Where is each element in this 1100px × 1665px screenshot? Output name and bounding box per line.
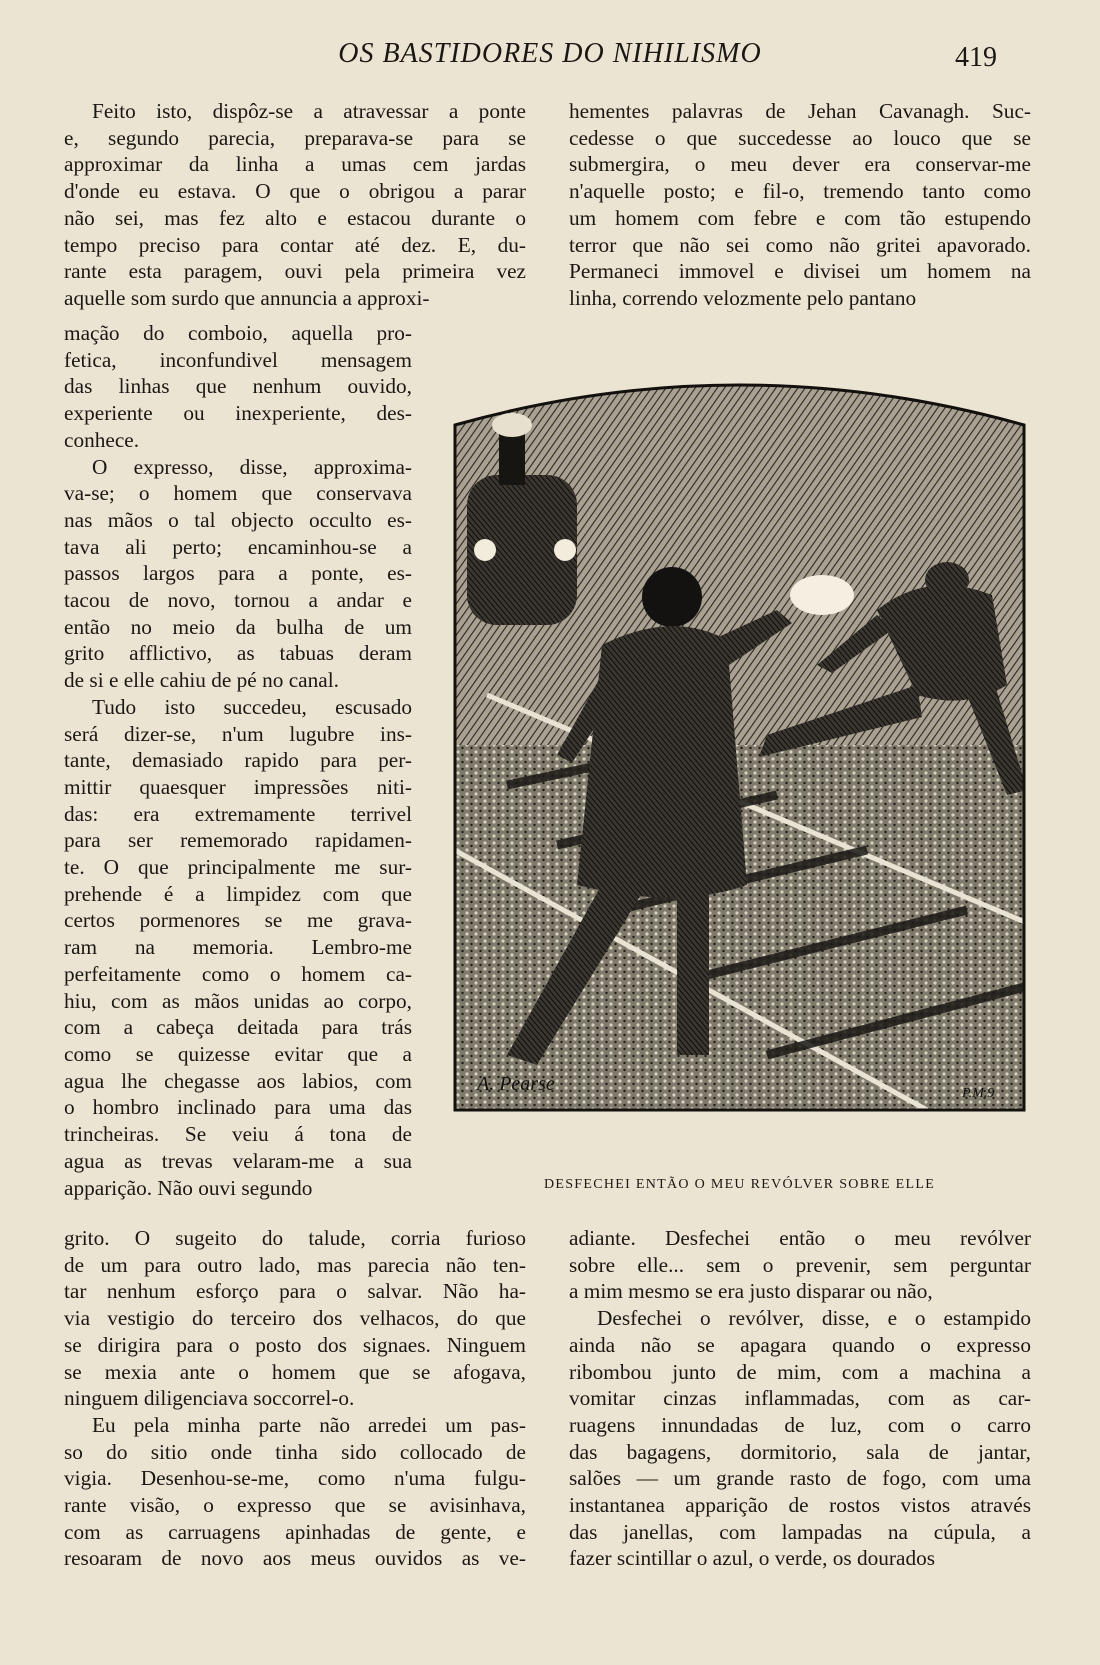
text-line: ram na memoria. Lembro-me [64, 935, 412, 960]
left-column-top [64, 98, 526, 312]
text-line: a mim mesmo se era justo disparar ou não, [569, 1279, 933, 1304]
left-column-narrow [64, 320, 412, 1201]
left-column-bottom [64, 1225, 526, 1572]
illustrator-signature: A. Pearse [477, 1073, 555, 1095]
text-line: das janellas, com lampadas na cúpula, a [569, 1519, 1031, 1544]
text-line: salões — um grande rasto de fogo, com uma [569, 1466, 1031, 1491]
text-line: Permaneci immovel e divisei um homem na [569, 259, 1031, 284]
text-line: então no meio da bulha de um [64, 614, 412, 639]
text-line: tempo preciso para contar até dez. E, du- [64, 232, 526, 257]
text-line: te. O que principalmente me sur- [64, 855, 412, 880]
text-line: apparição. Não ouvi segundo [64, 1175, 313, 1200]
text-line: via vestigio do terceiro dos velhacos, do que [64, 1306, 526, 1331]
text-line: hementes palavras de Jehan Cavanagh. Suc- [569, 99, 1031, 123]
text-line: de um para outro lado, mas parecia não ten- [64, 1252, 526, 1277]
text-line: tar nenhum esforço para o salvar. Não ha- [64, 1279, 526, 1304]
text-line: tacou de novo, tornou a andar e [64, 588, 412, 613]
text-line: o hombro inclinado para uma das [64, 1095, 412, 1120]
text-line: grito. O sugeito do talude, corria furioso [64, 1226, 526, 1250]
text-line: fetica, inconfundivel mensagem [64, 347, 412, 372]
text-line: não sei, mas fez alto e estacou durante o [64, 205, 526, 230]
text-line: experiente ou inexperiente, des- [64, 401, 412, 426]
text-line: agua as trevas velaram-me a sua [64, 1148, 412, 1173]
text-line: instantanea apparição de rostos vistos através [569, 1493, 1031, 1518]
text-line: mittir quaesquer impressões niti- [64, 774, 412, 799]
text-line: Tudo isto succedeu, escusado [92, 694, 412, 719]
page-number: 419 [955, 42, 997, 73]
text-line: nas mãos o tal objecto occulto es- [64, 507, 412, 532]
text-line: fazer scintillar o azul, o verde, os dourados [569, 1546, 936, 1571]
illustration-caption: DESFECHEI ENTÃO O MEU REVÓLVER SOBRE ELLE [543, 1177, 936, 1192]
text-line: submergira, o meu dever era conservar-me [569, 152, 1031, 177]
text-line: linha, correndo velozmente pelo pantano [569, 285, 917, 310]
text-line: perfeitamente como o homem ca- [64, 961, 412, 986]
text-line: vomitar cinzas inflammadas, com as car- [569, 1386, 1031, 1411]
text-line: será dizer-se, n'um lugubre ins- [64, 721, 412, 746]
engraver-mark: P.M.9 [962, 1086, 995, 1101]
text-line: prehende é a limpidez com que [64, 881, 412, 906]
text-line: ribombou junto de mim, com a machina a [569, 1359, 1031, 1384]
text-line: para ser rememorado rapidamen- [64, 828, 412, 853]
text-line: cedesse o que succedesse ao louco que se [569, 125, 1031, 150]
text-line: ninguem diligenciava soccorrel-o. [64, 1386, 355, 1411]
running-header-title: OS BASTIDORES DO NIHILISMO [338, 38, 762, 69]
text-line: rante esta paragem, ouvi pela primeira vez [64, 259, 526, 284]
text-line: e, segundo parecia, preparava-se para se [64, 125, 526, 150]
text-line: Eu pela minha parte não arredei um pas- [92, 1412, 526, 1437]
text-line: hiu, com as mãos unidas ao corpo, [64, 988, 412, 1013]
text-line: conhece. [64, 427, 140, 452]
right-column-bottom [569, 1225, 1031, 1572]
text-line: se mexia ante o homem que se afogava, [64, 1359, 526, 1384]
text-line: tava ali perto; encaminhou-se a [64, 534, 412, 559]
text-line: mação do comboio, aquella pro- [64, 321, 412, 345]
text-line: com as carruagens apinhadas de gente, e [64, 1519, 526, 1544]
text-line: resoaram de novo aos meus ouvidos as ve- [64, 1546, 526, 1571]
text-line: tante, demasiado rapido para per- [64, 748, 412, 773]
text-line: Desfechei o revólver, disse, e o estampido [597, 1306, 1031, 1331]
text-line: como se quizesse evitar que a [64, 1041, 412, 1066]
text-line: certos pormenores se me grava- [64, 908, 412, 933]
text-line: grito afflictivo, as tabuas deram [64, 641, 412, 666]
text-line: se dirigira para o posto dos signaes. Ninguem [64, 1332, 526, 1357]
engraving-illustration [447, 365, 1032, 1155]
text-line: passos largos para a ponte, es- [64, 561, 412, 586]
text-line: das bagagens, dormitorio, sala de jantar, [569, 1439, 1031, 1464]
text-line: n'aquelle posto; e fil-o, tremendo tanto como [569, 179, 1031, 204]
text-line: Feito isto, dispôz-se a atravessar a ponte [92, 99, 526, 123]
text-line: das: era extremamente terrivel [64, 801, 412, 826]
text-line: terror que não sei como não gritei apavorado. [569, 232, 1031, 257]
right-column-top [569, 98, 1031, 312]
text-line: adiante. Desfechei então o meu revólver [569, 1226, 1031, 1250]
text-line: das linhas que nenhum ouvido, [64, 374, 412, 399]
text-line: de si e elle cahiu de pé no canal. [64, 668, 339, 693]
text-line: ruagens innundadas de luz, com o carro [569, 1412, 1031, 1437]
text-line: vigia. Desenhou-se-me, como n'uma fulgu- [64, 1466, 526, 1491]
text-line: O expresso, disse, approxima- [92, 454, 412, 479]
text-line: com a cabeça deitada para trás [64, 1015, 412, 1040]
text-line: aquelle som surdo que annuncia a approxi- [64, 285, 430, 310]
text-line: sobre elle... sem o prevenir, sem perguntar [569, 1252, 1031, 1277]
text-line: um homem com febre e com tão estupendo [569, 205, 1031, 230]
text-line: d'onde eu estava. O que o obrigou a parar [64, 179, 526, 204]
text-line: va-se; o homem que conservava [64, 481, 412, 506]
text-line: ainda não se apagara quando o expresso [569, 1332, 1031, 1357]
text-line: approximar da linha a umas cem jardas [64, 152, 526, 177]
text-line: rante visão, o expresso que se avisinhava, [64, 1493, 526, 1518]
text-line: trincheiras. Se veiu á tona de [64, 1122, 412, 1147]
text-line: agua lhe chegasse aos labios, com [64, 1068, 412, 1093]
text-line: so do sitio onde tinha sido collocado de [64, 1439, 526, 1464]
